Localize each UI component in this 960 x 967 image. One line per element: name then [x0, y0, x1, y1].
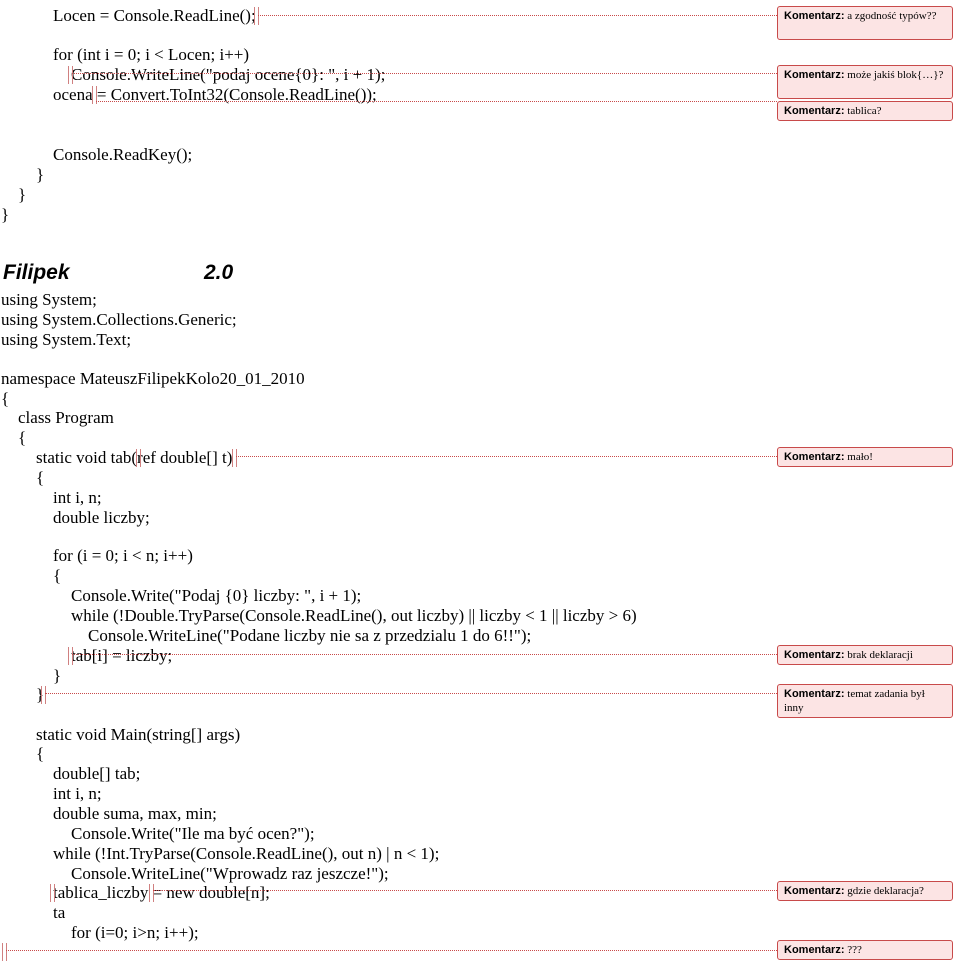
comment-connector	[6, 950, 777, 951]
comment-balloon[interactable]	[777, 6, 953, 40]
comment-anchor-mark	[136, 449, 141, 467]
code-line: int i, n;	[53, 488, 102, 507]
comment-balloon[interactable]	[777, 940, 953, 960]
comment-anchor-mark	[41, 686, 46, 704]
code-line: static void tab(ref double[] t)	[36, 448, 233, 467]
comment-connector	[236, 456, 777, 457]
comment-text: mało!	[844, 451, 873, 463]
code-line: Console.Write("Ile ma być ocen?");	[71, 824, 315, 843]
code-line: ocena = Convert.ToInt32(Console.ReadLine());	[53, 85, 377, 104]
code-line: for (i = 0; i < n; i++)	[53, 546, 193, 565]
comment-anchor-mark	[149, 884, 154, 902]
code-line: for (int i = 0; i < Locen; i++)	[53, 45, 250, 64]
code-line: tablica_liczby = new double[n];	[53, 883, 270, 902]
code-line: Console.WriteLine("podaj ocene{0}: ", i + 1);	[71, 65, 386, 84]
comment-text: a zgodność typów??	[844, 10, 937, 22]
comment-label: Komentarz:	[784, 944, 845, 956]
comment-label: Komentarz:	[784, 688, 845, 700]
code-line: ta	[53, 903, 66, 922]
comment-connector	[45, 693, 777, 694]
code-line: static void Main(string[] args)	[36, 725, 241, 744]
code-line: int i, n;	[53, 784, 102, 803]
comment-text: temat zadania był inny	[784, 688, 925, 714]
code-line: for (i=0; i>n; i++);	[71, 923, 199, 942]
code-line: {	[1, 389, 10, 408]
code-line: Console.Write("Podaj {0} liczby: ", i + 1);	[71, 586, 362, 605]
comment-text: gdzie deklaracja?	[844, 885, 924, 897]
comment-anchor-mark	[2, 943, 7, 961]
section-heading-grade: 2.0	[204, 261, 234, 284]
code-line: Locen = Console.ReadLine();	[53, 6, 256, 25]
comment-text: może jakiś blok{…}?	[844, 69, 944, 81]
comment-balloon[interactable]	[777, 65, 953, 99]
code-line: Console.ReadKey();	[53, 145, 193, 164]
code-line: {	[36, 744, 45, 763]
code-line: using System.Text;	[1, 330, 132, 349]
comment-label: Komentarz:	[784, 69, 845, 81]
code-line: class Program	[18, 408, 114, 427]
comment-anchor-mark	[50, 884, 55, 902]
comment-label: Komentarz:	[784, 10, 845, 22]
comment-balloon[interactable]	[777, 447, 953, 467]
code-line: }	[36, 685, 45, 704]
comment-anchor-mark	[254, 7, 259, 25]
comment-text: brak deklaracji	[844, 649, 913, 661]
comment-connector	[72, 73, 777, 74]
comment-balloon[interactable]	[777, 684, 953, 718]
comment-connector	[72, 654, 777, 655]
code-line: while (!Int.TryParse(Console.ReadLine(), out n) | n < 1);	[53, 844, 440, 863]
comment-text: ???	[844, 944, 862, 956]
code-line: double liczby;	[53, 508, 150, 527]
code-line: double[] tab;	[53, 764, 141, 783]
comment-label: Komentarz:	[784, 649, 845, 661]
section-heading-name: Filipek	[3, 261, 70, 284]
comment-connector	[258, 15, 777, 16]
comment-text: tablica?	[844, 105, 882, 117]
comment-anchor-mark	[232, 449, 237, 467]
code-line: tab[i] = liczby;	[71, 646, 173, 665]
code-line: {	[18, 428, 27, 447]
code-line: {	[36, 468, 45, 487]
code-line: Console.WriteLine("Podane liczby nie sa z przedzialu 1 do 6!!");	[88, 626, 532, 645]
code-line: {	[53, 566, 62, 585]
code-line: using System.Collections.Generic;	[1, 310, 237, 329]
code-line: double suma, max, min;	[53, 804, 217, 823]
comment-label: Komentarz:	[784, 105, 845, 117]
code-line: }	[36, 165, 45, 184]
code-line: }	[53, 666, 62, 685]
code-line: Console.WriteLine("Wprowadz raz jeszcze!");	[71, 864, 389, 883]
code-line: using System;	[1, 290, 97, 309]
comment-connector	[153, 890, 777, 891]
comment-label: Komentarz:	[784, 885, 845, 897]
comment-balloon[interactable]	[777, 881, 953, 901]
comment-balloon[interactable]	[777, 645, 953, 665]
comment-anchor-mark	[68, 647, 73, 665]
code-line: }	[18, 185, 27, 204]
comment-anchor-mark	[68, 66, 73, 84]
code-line: namespace MateuszFilipekKolo20_01_2010	[1, 369, 305, 388]
comment-balloon[interactable]	[777, 101, 953, 121]
comment-label: Komentarz:	[784, 451, 845, 463]
code-line: }	[1, 205, 10, 224]
code-line: while (!Double.TryParse(Console.ReadLine(), out liczby) || liczby < 1 || liczby > 6)	[71, 606, 637, 625]
comment-connector	[96, 101, 777, 102]
